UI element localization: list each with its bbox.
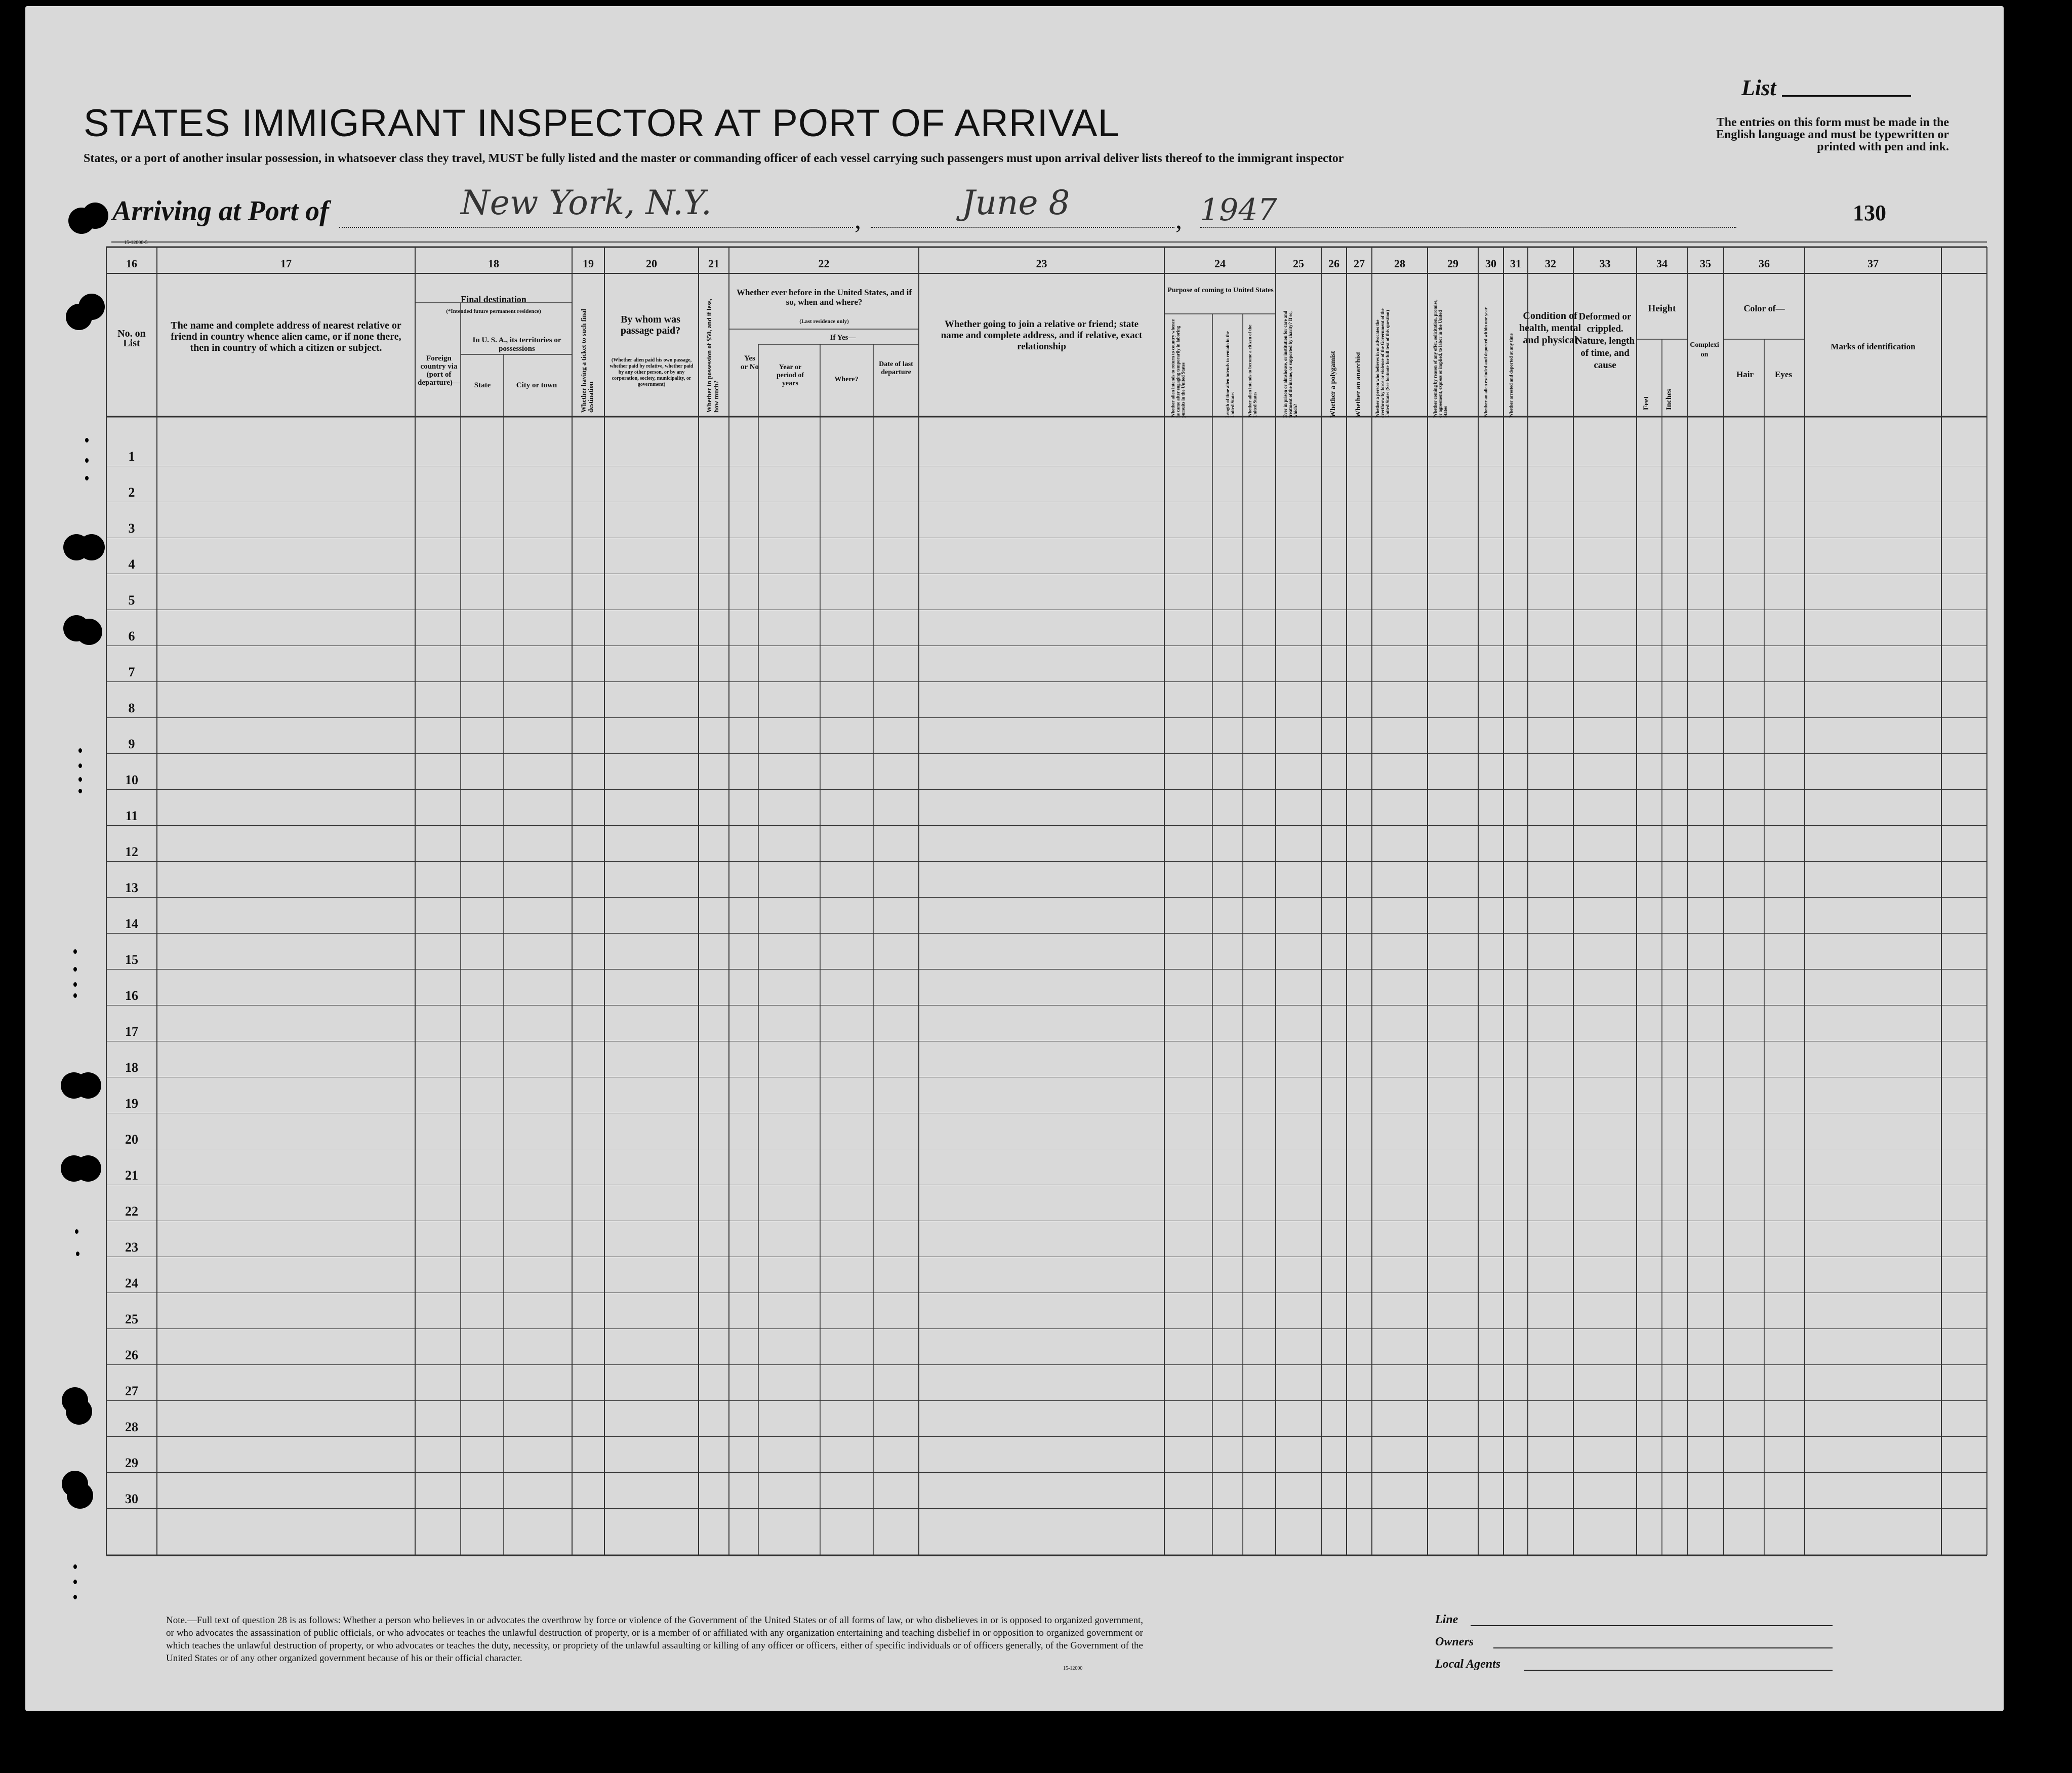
list-label: List — [1741, 75, 1776, 100]
row-number: 11 — [125, 808, 138, 823]
local-agents-label: Local Agents — [1435, 1658, 1501, 1671]
row-number: 5 — [128, 592, 135, 608]
list-number-field — [1782, 95, 1911, 97]
row-number: 1 — [128, 449, 135, 464]
col-32-label: Condition of health, mental and physical — [1519, 310, 1581, 346]
date-field-line — [871, 227, 1174, 228]
col-22-if-yes: If Yes— — [830, 334, 856, 342]
arriving-port-label: Arriving at Port of — [112, 195, 329, 227]
row-number: 30 — [125, 1491, 138, 1506]
year-field-line — [1200, 227, 1736, 228]
binding-mark — [85, 438, 89, 442]
binding-mark — [73, 1580, 77, 1584]
col-22-where: Where? — [834, 376, 859, 383]
bottom-form-code: 15-12000 — [1063, 1666, 1083, 1671]
binding-mark — [78, 777, 82, 782]
col-25-label: Ever in prison or almshouse, or institution for care and treatment of the insane, or supported by charity? If so, which? — [1283, 310, 1298, 418]
col-34-feet: Feet — [1642, 396, 1650, 410]
col-28-label: Whether a person who believes in or advocates the overthrow by force or violence of the Government of the United States (See footnote for full text of this question) — [1375, 308, 1390, 418]
row-number: 13 — [125, 880, 138, 895]
port-handwritten-value: New York, N.Y. — [461, 183, 712, 222]
binding-mark — [78, 748, 82, 753]
col-34-number: 34 — [1656, 257, 1668, 270]
col-26-number: 26 — [1328, 257, 1339, 270]
punch-hole — [78, 294, 105, 320]
col-24-number: 24 — [1214, 257, 1226, 270]
row-number: 20 — [125, 1132, 138, 1147]
row-number: 24 — [125, 1275, 138, 1291]
col-17-label: The name and complete address of nearest relative or friend in country whence alien came, or if none there, then in country of which a citizen or subject. — [171, 320, 401, 353]
col-20-number: 20 — [646, 257, 657, 270]
col-18-sub: (*Intended future permanent residence) — [446, 308, 541, 314]
row-number: 7 — [128, 664, 135, 679]
row-number: 2 — [128, 485, 135, 500]
row-number: 15 — [125, 952, 138, 967]
date-handwritten-value: June 8 — [962, 183, 1070, 222]
col-22-yes-no: Yes or No — [741, 354, 759, 371]
binding-mark — [85, 476, 89, 480]
year-handwritten: 47 — [1238, 192, 1277, 228]
page-subtitle: States, or a port of another insular possession, in whatsoever class they travel, MUST be fully listed and the master or commanding officer of each vessel carrying such passengers must upon arrival deliver lists thereof to the immigrant inspector — [84, 152, 1344, 165]
local-agents-field — [1524, 1670, 1833, 1671]
punch-hole — [78, 534, 105, 560]
col-36-number: 36 — [1759, 257, 1770, 270]
port-field-line — [339, 227, 853, 228]
punch-hole — [75, 1155, 101, 1182]
col-19-label: Whether having a ticket to such final destination — [580, 309, 594, 413]
binding-mark — [73, 982, 77, 987]
col-18-state: State — [474, 381, 491, 389]
col-16-label: No. on List — [117, 328, 146, 349]
col-23-number: 23 — [1036, 257, 1047, 270]
col-24-c: Whether alien intends to become a citizen of the United States — [1247, 325, 1257, 418]
row-number: 9 — [128, 736, 135, 751]
row-number: 17 — [125, 1024, 138, 1039]
row-number: 19 — [125, 1096, 138, 1111]
form-code: 15-12000-5 — [124, 240, 148, 246]
col-20-sub: (Whether alien paid his own passage, whether paid by relative, whether paid by any other person, or by any corporation, society, municipality, or government) — [610, 357, 694, 387]
row-number: 22 — [125, 1203, 138, 1219]
binding-mark — [78, 763, 82, 768]
col-36-hair: Hair — [1736, 370, 1754, 379]
row-number: 21 — [125, 1167, 138, 1183]
col-29-number: 29 — [1447, 257, 1458, 270]
col-35-label: Complexion — [1690, 341, 1719, 358]
col-22-date: Date of last departure — [879, 360, 913, 376]
binding-mark — [73, 949, 77, 954]
col-19-number: 19 — [583, 257, 594, 270]
col-22-sub: (Last residence only) — [799, 318, 849, 325]
col-33-number: 33 — [1599, 257, 1611, 270]
row-number: 4 — [128, 556, 135, 572]
col-28-number: 28 — [1394, 257, 1405, 270]
col-37-number: 37 — [1867, 257, 1879, 270]
binding-mark — [73, 967, 77, 972]
col-30-label: Whether an alien excluded and deported within one year — [1483, 307, 1488, 418]
row-number: 10 — [125, 772, 138, 787]
punch-hole — [67, 1482, 93, 1509]
binding-mark — [73, 1595, 77, 1599]
col-34-label: Height — [1648, 303, 1676, 314]
col-31-label: Whether arrested and deported at any time — [1509, 333, 1514, 418]
col-32-number: 32 — [1545, 257, 1556, 270]
row-number: 26 — [125, 1347, 138, 1362]
row-number: 23 — [125, 1239, 138, 1255]
col-24-b: Length of time alien intends to remain in the United States — [1225, 331, 1235, 418]
date-separator: , — [855, 206, 861, 234]
punch-hole — [76, 619, 102, 645]
col-18-city: City or town — [516, 381, 557, 389]
binding-mark — [76, 1252, 79, 1256]
col-24-a: Whether alien intends to return to country whence he came after engaging temporarily in laboring pursuits in the United States — [1170, 319, 1186, 418]
col-27-number: 27 — [1354, 257, 1365, 270]
year-value — [1200, 192, 1277, 228]
row-number: 28 — [125, 1419, 138, 1434]
page-title: STATES IMMIGRANT INSPECTOR AT PORT OF ARRIVAL — [84, 102, 1120, 145]
col-17-number: 17 — [280, 257, 292, 270]
form-instruction: The entries on this form must be made in the English language and must be typewritten or printed with pen and ink. — [1716, 116, 1949, 153]
punch-hole — [75, 1072, 101, 1099]
year-separator: , — [1175, 206, 1182, 234]
col-18-number: 18 — [488, 257, 499, 270]
page-number: 130 — [1853, 200, 1886, 225]
row-number: 29 — [125, 1455, 138, 1470]
line-label: Line — [1435, 1613, 1458, 1626]
col-22-period: Year or period of years — [776, 364, 804, 387]
col-31-number: 31 — [1510, 257, 1521, 270]
binding-mark — [85, 458, 89, 463]
col-16-number: 16 — [126, 257, 137, 270]
row-number: 3 — [128, 520, 135, 536]
row-number: 14 — [125, 916, 138, 931]
row-number: 8 — [128, 700, 135, 715]
col-24-label: Purpose of coming to United States — [1167, 287, 1274, 294]
col-37-label: Marks of identification — [1831, 342, 1916, 351]
owners-field — [1493, 1647, 1833, 1648]
col-18-foreign: Foreign country via (port of departure)— — [418, 354, 460, 387]
col-18-usa: In U. S. A., its territories or possessions — [472, 336, 561, 353]
row-number: 6 — [128, 628, 135, 643]
punch-hole — [82, 203, 108, 229]
row-number: 12 — [125, 844, 138, 859]
binding-mark — [73, 1564, 77, 1569]
binding-mark — [78, 789, 82, 793]
binding-mark — [75, 1229, 78, 1234]
col-27-label: Whether an anarchist — [1355, 351, 1362, 418]
col-20-label: By whom was passage paid? — [620, 314, 681, 336]
footnote-question-28: Note.—Full text of question 28 is as follows: Whether a person who believes in or advocates the overthrow by force or violence of the Government of the United States or of all forms of law, or who disbelieves in or is opposed to organized government, or who advocates the assassination of public officials, or who advocates or teaches the unlawful destruction of property, or is a member of or affiliated with any organization entertaining and teaching disbelief in or opposition to organized government or which teaches the unlawful destruction of property, or who advocates or teaches the duty, necessity, or propriety of the unlawful assaulting or killing of any officer or officers, either of specific individuals or of officers generally, of the Government of the United States or of any other organized government because of his or their official character. — [166, 1615, 1143, 1664]
col-34-inches: Inches — [1665, 389, 1673, 410]
year-printed: 19 — [1200, 192, 1239, 228]
col-33-label: Deformed or crippled. Nature, length of time, and cause — [1575, 311, 1635, 371]
col-22-number: 22 — [818, 257, 830, 270]
owners-label: Owners — [1435, 1635, 1474, 1648]
col-21-number: 21 — [708, 257, 719, 270]
col-25-number: 25 — [1293, 257, 1304, 270]
row-number: 18 — [125, 1060, 138, 1075]
col-36-label: Color of— — [1743, 303, 1785, 313]
col-22-label: Whether ever before in the United States, and if so, when and where? — [736, 288, 912, 307]
col-21-label: Whether in possession of $50, and if less, how much? — [705, 299, 720, 413]
row-number: 25 — [125, 1311, 138, 1326]
col-36-eyes: Eyes — [1775, 370, 1792, 379]
col-29-label: Whether coming by reason of any offer, solicitation, promise, or agreement, express or implied, to labor in the United States — [1433, 299, 1448, 418]
col-18-label: Final destination — [461, 294, 526, 304]
punch-hole — [66, 1398, 92, 1425]
col-26-label: Whether a polygamist — [1329, 351, 1337, 418]
binding-mark — [73, 993, 77, 998]
line-field — [1471, 1625, 1833, 1626]
col-23-label: Whether going to join a relative or friend; state name and complete address, and if relative, exact relationship — [941, 319, 1143, 352]
col-30-number: 30 — [1485, 257, 1496, 270]
row-number: 16 — [125, 988, 138, 1003]
row-number: 27 — [125, 1383, 138, 1398]
col-35-number: 35 — [1700, 257, 1711, 270]
